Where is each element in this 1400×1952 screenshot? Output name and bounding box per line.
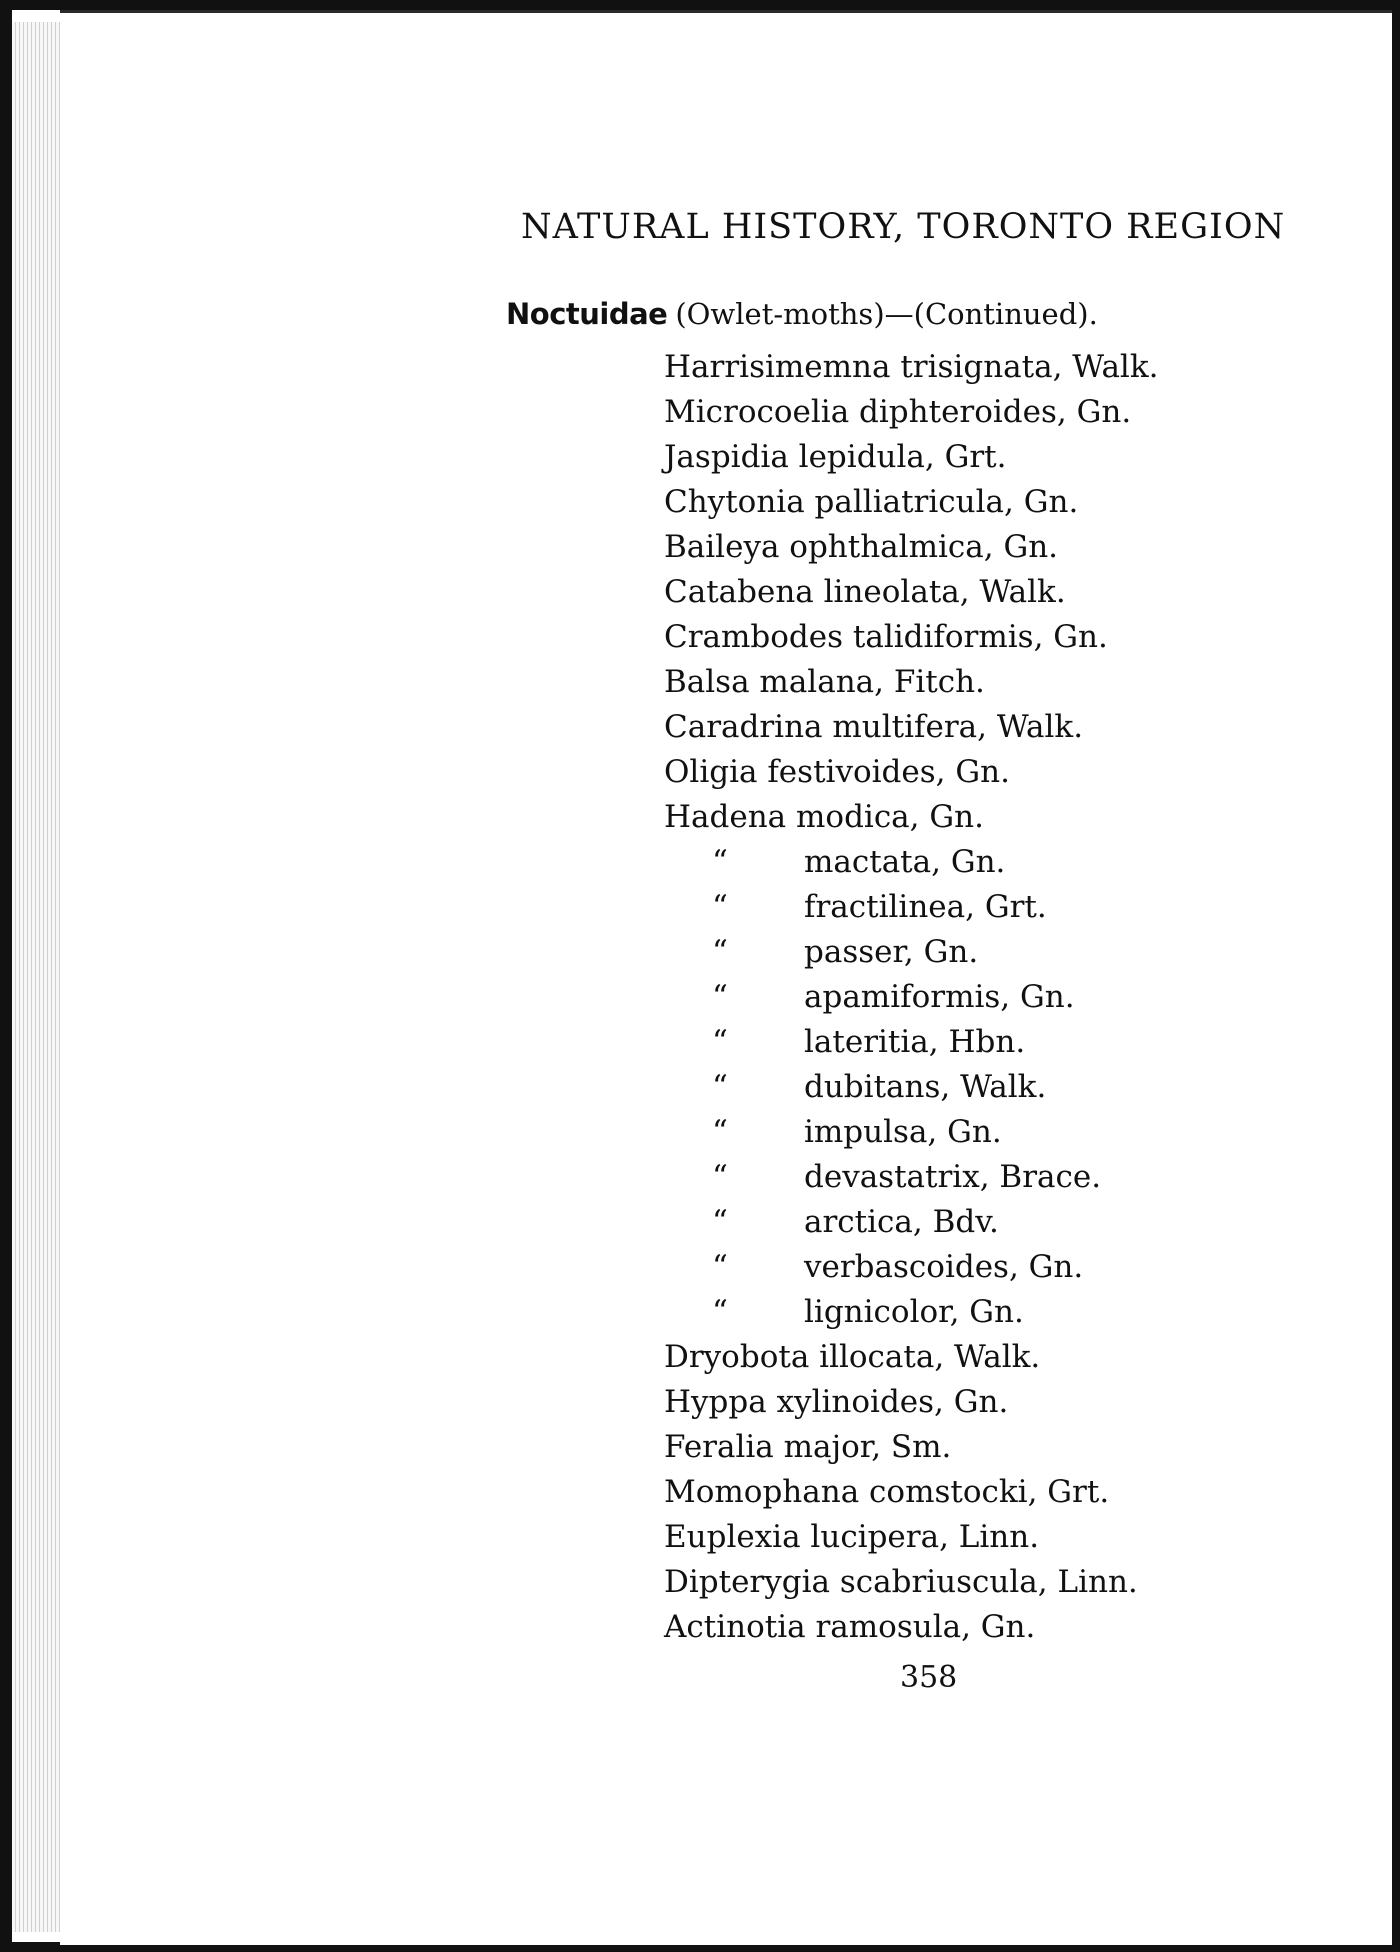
species-name: arctica, Bdv. xyxy=(804,1204,999,1240)
species-name: devastatrix, Brace. xyxy=(804,1159,1102,1195)
species-entry xyxy=(664,660,1159,705)
species-name: Dipterygia scabriuscula, Linn. xyxy=(664,1564,1138,1600)
ditto-mark: “ xyxy=(712,889,728,925)
ditto-mark: “ xyxy=(712,1114,728,1150)
ditto-mark: “ xyxy=(712,979,728,1015)
family-heading xyxy=(506,297,1098,331)
species-name: Chytonia palliatricula, Gn. xyxy=(664,484,1079,520)
species-name: Dryobota illocata, Walk. xyxy=(664,1339,1041,1375)
book-page xyxy=(60,10,1392,1945)
species-name: Hyppa xylinoides, Gn. xyxy=(664,1384,1009,1420)
species-entry xyxy=(664,975,1159,1020)
ditto-mark: “ xyxy=(712,1249,728,1285)
species-name: apamiformis, Gn. xyxy=(804,979,1075,1015)
species-entry xyxy=(664,1155,1159,1200)
species-name: Balsa malana, Fitch. xyxy=(664,664,985,700)
species-name: Momophana comstocki, Grt. xyxy=(664,1474,1110,1510)
species-name: Catabena lineolata, Walk. xyxy=(664,574,1066,610)
species-entry xyxy=(664,1425,1159,1470)
species-entry xyxy=(664,1065,1159,1110)
species-entry xyxy=(664,795,1159,840)
ditto-mark: “ xyxy=(712,1159,728,1195)
species-name: Jaspidia lepidula, Grt. xyxy=(664,439,1007,475)
species-name: Actinotia ramosula, Gn. xyxy=(664,1609,1036,1645)
species-name: passer, Gn. xyxy=(804,934,979,970)
species-entry xyxy=(664,435,1159,480)
species-entry xyxy=(664,615,1159,660)
species-entry xyxy=(664,1560,1159,1605)
species-entry xyxy=(664,885,1159,930)
species-entry xyxy=(664,930,1159,975)
species-entry xyxy=(664,1515,1159,1560)
scan-border-right xyxy=(1392,0,1400,1952)
species-entry xyxy=(664,570,1159,615)
species-name: fractilinea, Grt. xyxy=(804,889,1047,925)
ditto-mark: “ xyxy=(712,1024,728,1060)
species-entry xyxy=(664,390,1159,435)
species-name: lateritia, Hbn. xyxy=(804,1024,1026,1060)
family-description: (Owlet-moths)—(Continued). xyxy=(675,297,1098,331)
ditto-mark: “ xyxy=(712,1069,728,1105)
species-name: Microcoelia diphteroides, Gn. xyxy=(664,394,1132,430)
species-entry xyxy=(664,1470,1159,1515)
page-number: 358 xyxy=(900,1660,958,1695)
species-entry xyxy=(664,750,1159,795)
species-entry xyxy=(664,840,1159,885)
ditto-mark: “ xyxy=(712,1204,728,1240)
species-list xyxy=(664,345,1159,1650)
species-name: dubitans, Walk. xyxy=(804,1069,1047,1105)
species-entry xyxy=(664,1335,1159,1380)
species-name: Euplexia lucipera, Linn. xyxy=(664,1519,1040,1555)
species-entry xyxy=(664,1200,1159,1245)
species-entry xyxy=(664,480,1159,525)
species-entry xyxy=(664,1245,1159,1290)
species-name: Crambodes talidiformis, Gn. xyxy=(664,619,1108,655)
species-name: mactata, Gn. xyxy=(804,844,1006,880)
species-name: Baileya ophthalmica, Gn. xyxy=(664,529,1059,565)
species-name: lignicolor, Gn. xyxy=(804,1294,1024,1330)
species-name: Caradrina multifera, Walk. xyxy=(664,709,1084,745)
scan-border-top xyxy=(0,0,1400,10)
species-entry xyxy=(664,1380,1159,1425)
species-name: verbascoides, Gn. xyxy=(804,1249,1084,1285)
ditto-mark: “ xyxy=(712,844,728,880)
family-name: Noctuidae xyxy=(506,297,668,331)
species-entry xyxy=(664,345,1159,390)
ditto-mark: “ xyxy=(712,1294,728,1330)
species-name: Oligia festivoides, Gn. xyxy=(664,754,1010,790)
ditto-mark: “ xyxy=(712,934,728,970)
species-name: impulsa, Gn. xyxy=(804,1114,1002,1150)
species-entry xyxy=(664,1605,1159,1650)
species-entry xyxy=(664,525,1159,570)
species-name: Feralia major, Sm. xyxy=(664,1429,952,1465)
scan-border-left xyxy=(0,0,12,1952)
page-stack-edges xyxy=(12,22,61,1932)
species-entry xyxy=(664,705,1159,750)
species-entry xyxy=(664,1020,1159,1065)
species-name: Harrisimemna trisignata, Walk. xyxy=(664,349,1159,385)
species-entry xyxy=(664,1290,1159,1335)
species-entry xyxy=(664,1110,1159,1155)
running-head: NATURAL HISTORY, TORONTO REGION xyxy=(521,207,1286,247)
species-name: Hadena modica, Gn. xyxy=(664,799,984,835)
